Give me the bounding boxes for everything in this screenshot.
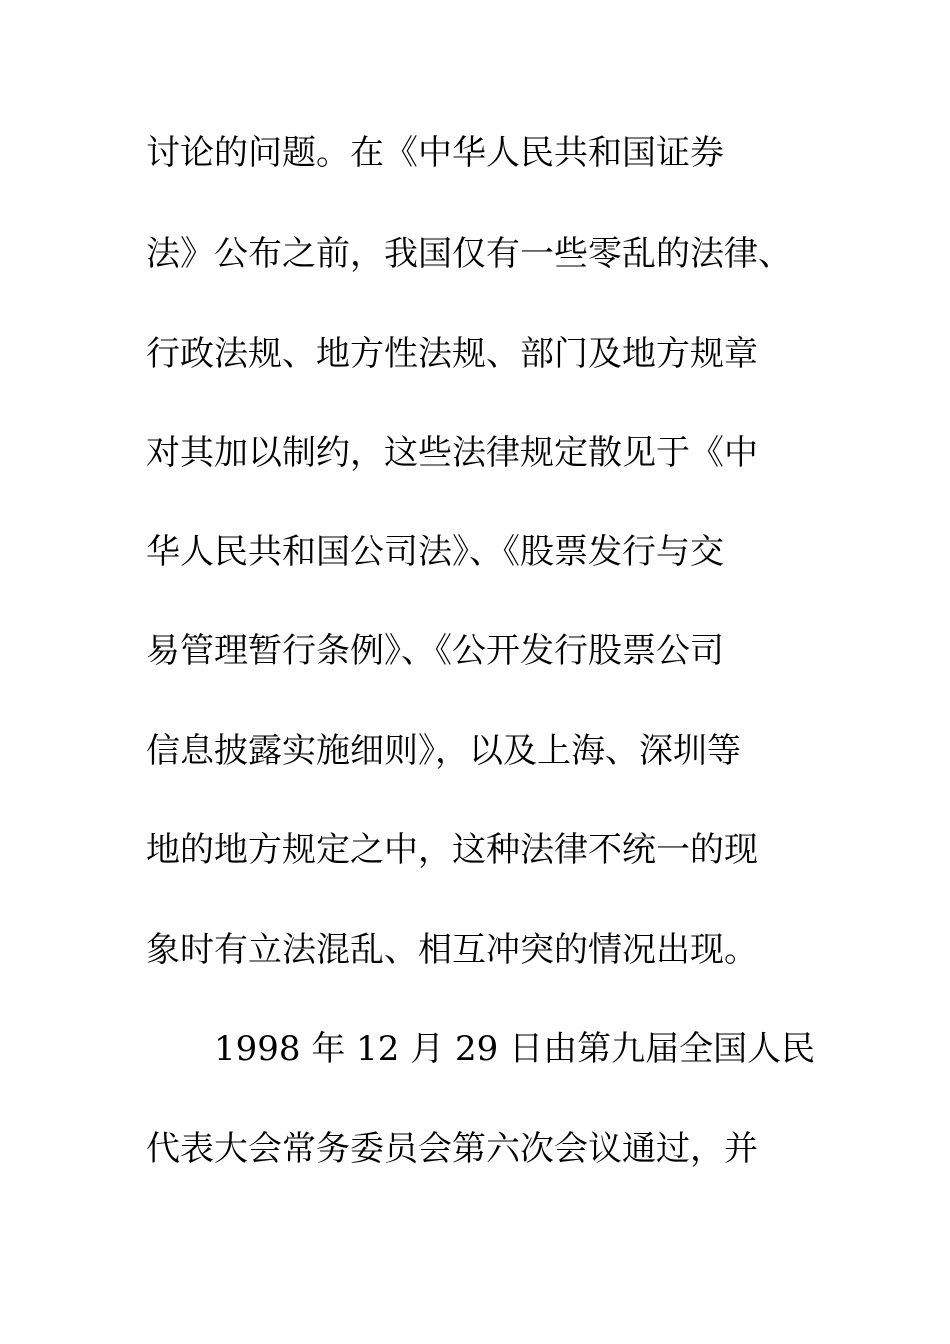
text-line: 信息披露实施细则》，以及上海、深圳等 <box>146 731 741 771</box>
text-line: 地的地方规定之中，这种法律不统一的现 <box>146 830 758 870</box>
text-line: 行政法规、地方性法规、部门及地方规章 <box>146 334 758 374</box>
text-line: 讨论的问题。在《中华人民共和国证券 <box>146 133 724 173</box>
text-line: 象时有立法混乱、相互冲突的情况出现。 <box>146 930 758 970</box>
text-line: 代表大会常务委员会第六次会议通过，并 <box>146 1129 758 1169</box>
text-line: 华人民共和国公司法》、《股票发行与交 <box>146 532 724 572</box>
paragraph-first-line: 1998 年 12 月 29 日由第九届全国人民 <box>214 1029 816 1069</box>
text-line: 法》公布之前，我国仅有一些零乱的法律、 <box>146 234 792 274</box>
text-line: 对其加以制约，这些法律规定散见于《中 <box>146 433 758 473</box>
text-line: 易管理暂行条例》、《公开发行股票公司 <box>146 631 724 671</box>
